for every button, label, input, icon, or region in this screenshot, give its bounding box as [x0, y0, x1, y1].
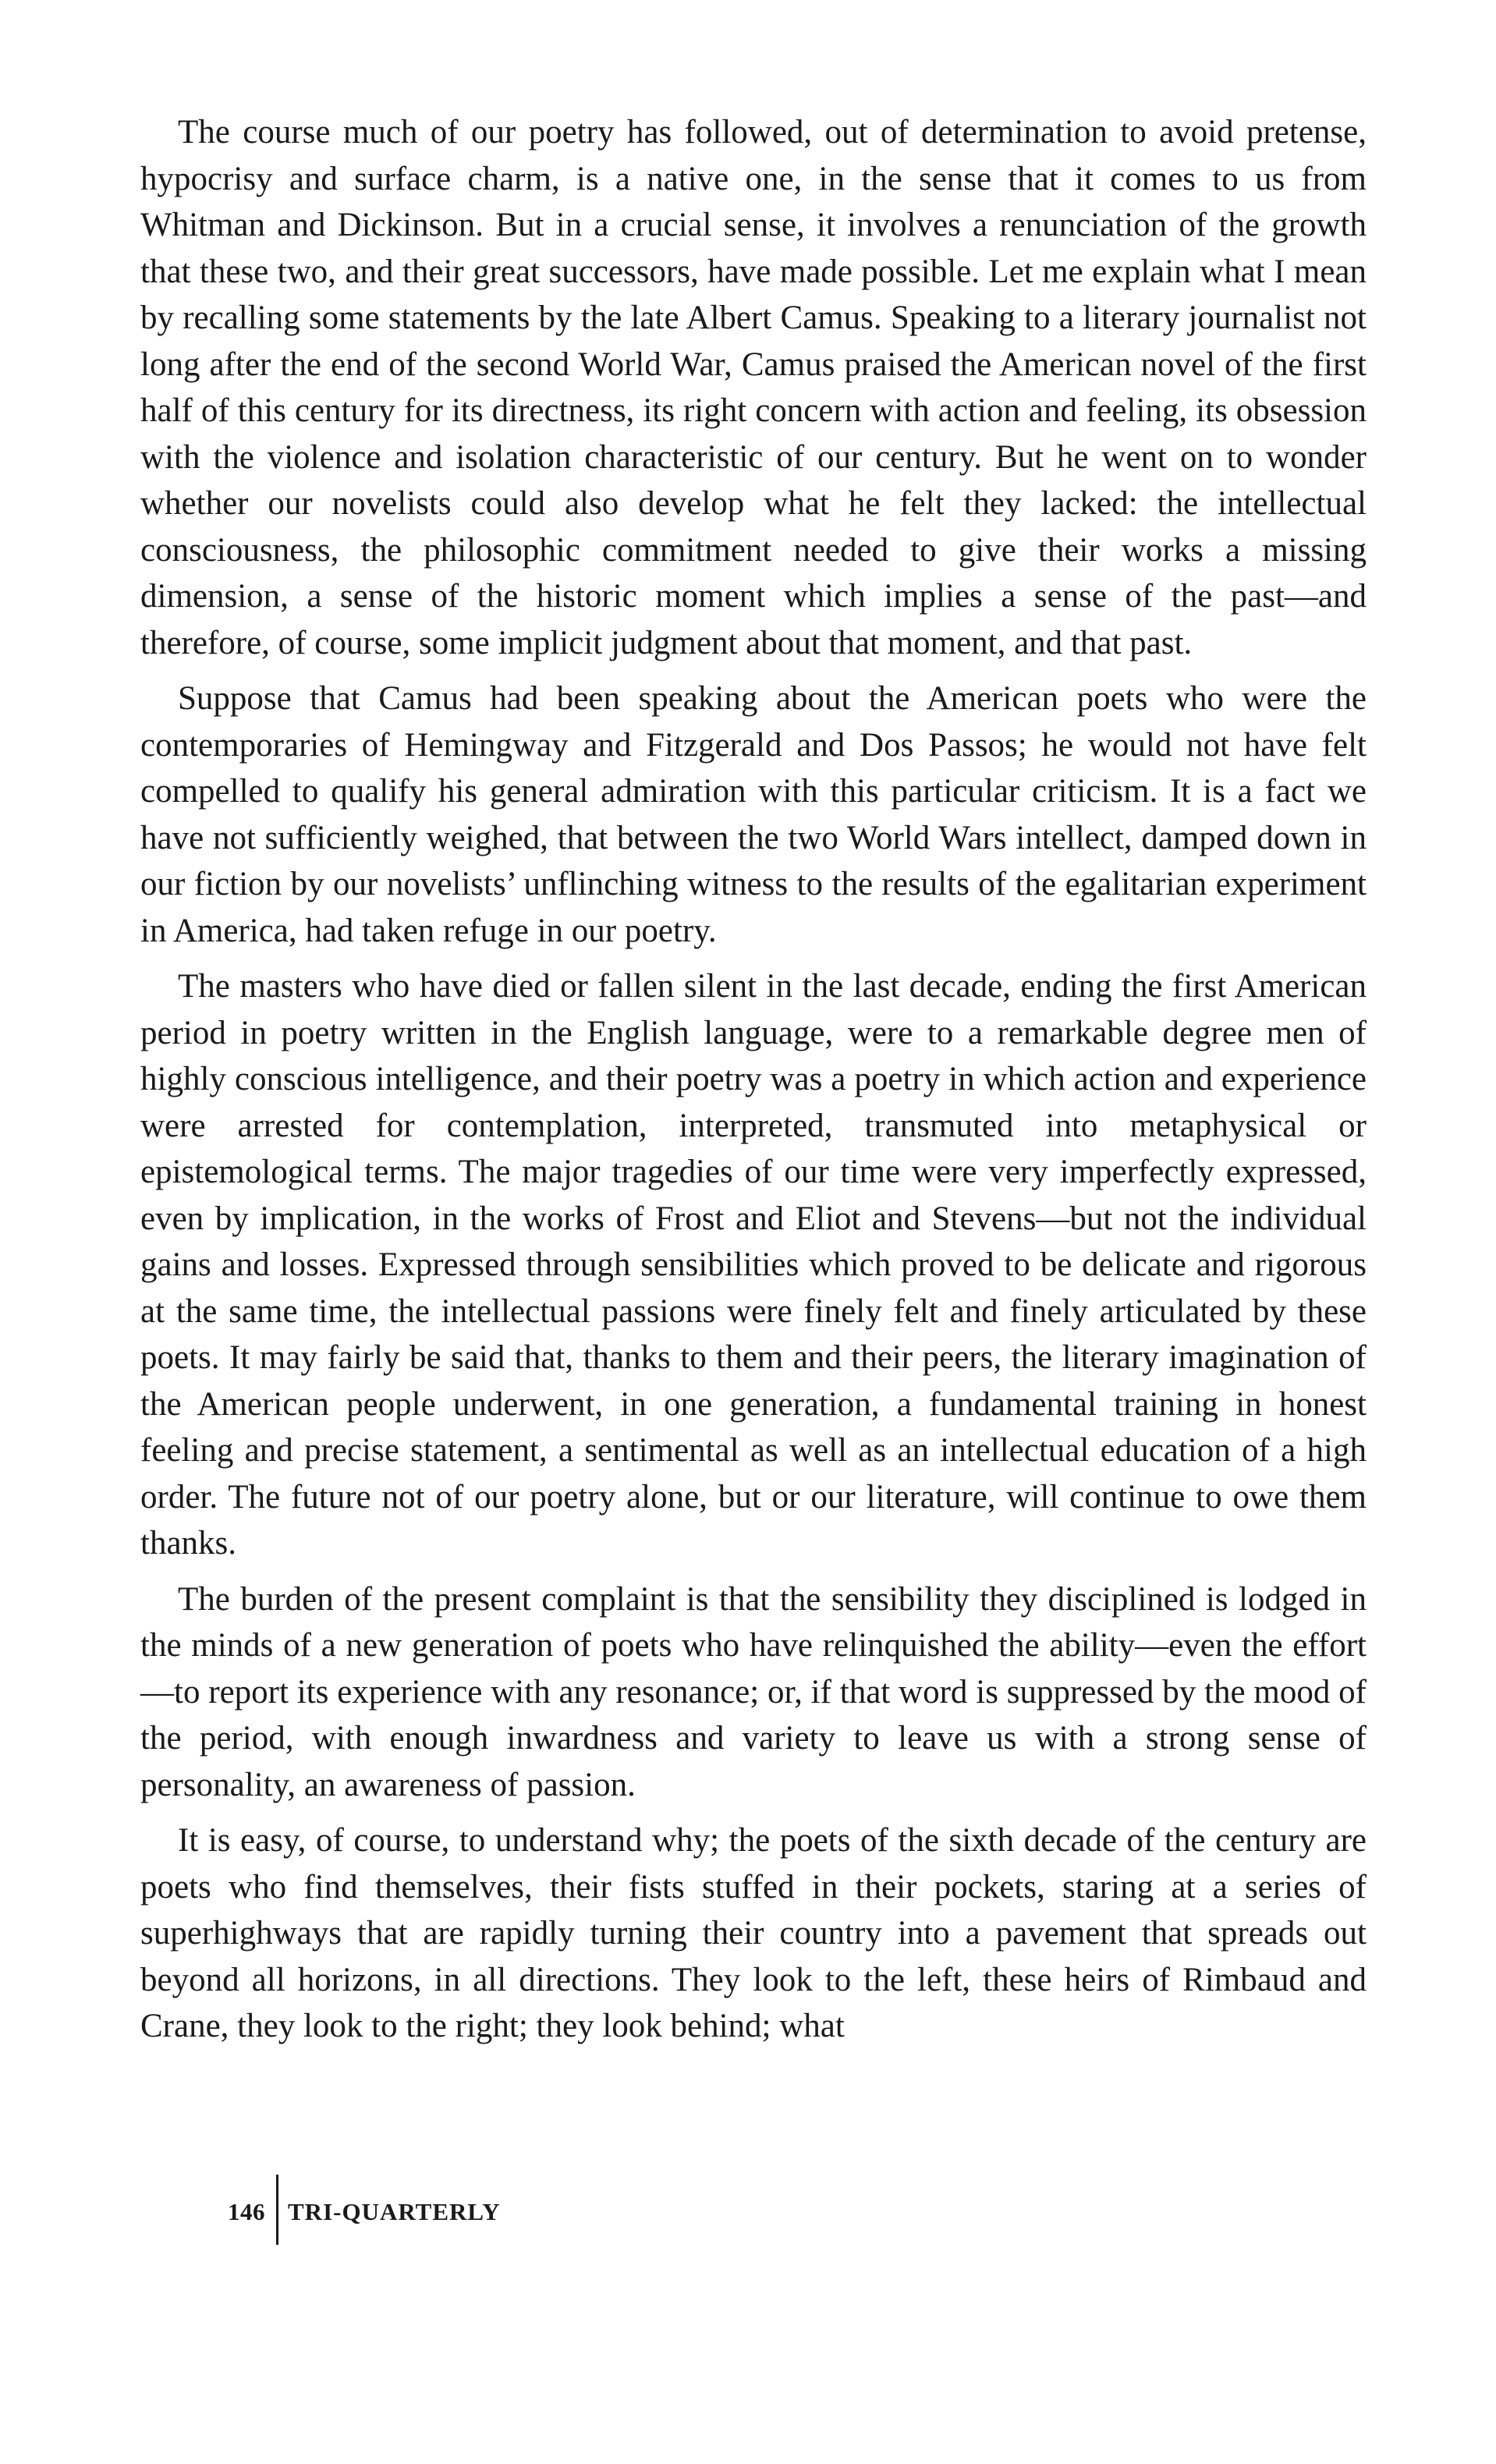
- journal-name: TRI-QUARTERLY: [288, 2198, 501, 2225]
- paragraph: Suppose that Camus had been speaking about the American poets who were the contemporaries of Hemingway and Fitzgerald and Dos Passos; he would not have felt compelled to qualify his general admiration with this particular criticism. It is a fact we have not sufficiently weighed, that between the two World Wars intellect, damped down in our fiction by our novelists’ unflinching witness to the results of the egalitarian experiment in America, had taken refuge in our poetry.: [140, 680, 1367, 949]
- paragraph: The course much of our poetry has followed, out of determination to avoid pretense, hypocrisy and surface charm, is a native one, in the sense that it comes to us from Whitman and Dickinson. But in a crucial sense, it involves a renunciation of the growth that these two, and their great successors, have made possible. Let me explain what I mean by recalling some statements by the late Albert Camus. Speaking to a literary journalist not long after the end of the second World War, Camus praised the American novel of the first half of this century for its directness, its right concern with action and feeling, its obsession with the violence and isolation characteristic of our century. But he went on to wonder whether our novelists could also develop what he felt they lacked: the intellectual consciousness, the philosophic commitment needed to give their works a missing dimension, a sense of the historic moment which implies a sense of the past—and therefore, of course, some implicit judgment about that moment, and that past.: [140, 114, 1367, 661]
- paragraph: The masters who have died or fallen silent in the last decade, ending the first American period in poetry written in the English language, were to a remarkable degree men of highly conscious intelligence, and their poetry was a poetry in which action and experience were arrested for contemplation, interpreted, transmuted into metaphysical or epistemological terms. The major tragedies of our time were very imperfectly expressed, even by implication, in the works of Frost and Eliot and Stevens—but not the individual gains and losses. Expressed through sensibilities which proved to be delicate and rigorous at the same time, the intellectual passions were finely felt and finely articulated by these poets. It may fairly be said that, thanks to them and their peers, the literary imagination of the American people underwent, in one generation, a fundamental training in honest feeling and precise statement, a sentimental as well as an intellectual education of a high order. The future not of our poetry alone, but or our literature, will continue to owe them thanks.: [140, 968, 1367, 1562]
- body-text: [140, 109, 1367, 2059]
- paragraph: It is easy, of course, to understand why; the poets of the sixth decade of the century are poets who find themselves, their fists stuffed in their pockets, staring at a series of superhighways that are rapidly turning their country into a pavement that spreads out beyond all horizons, in all directions. They look to the left, these heirs of Rimbaud and Crane, they look to the right; they look behind; what: [140, 1822, 1367, 2044]
- page-footer: [228, 2175, 501, 2245]
- paragraph: The burden of the present complaint is that the sensibility they disciplined is lodged in the minds of a new generation of poets who have relinquished the ability—even the effort—to report its experience with any resonance; or, if that word is suppressed by the mood of the period, with enough inwardness and variety to leave us with a strong sense of personality, an awareness of passion.: [140, 1580, 1367, 1803]
- page-number: 146: [228, 2198, 265, 2225]
